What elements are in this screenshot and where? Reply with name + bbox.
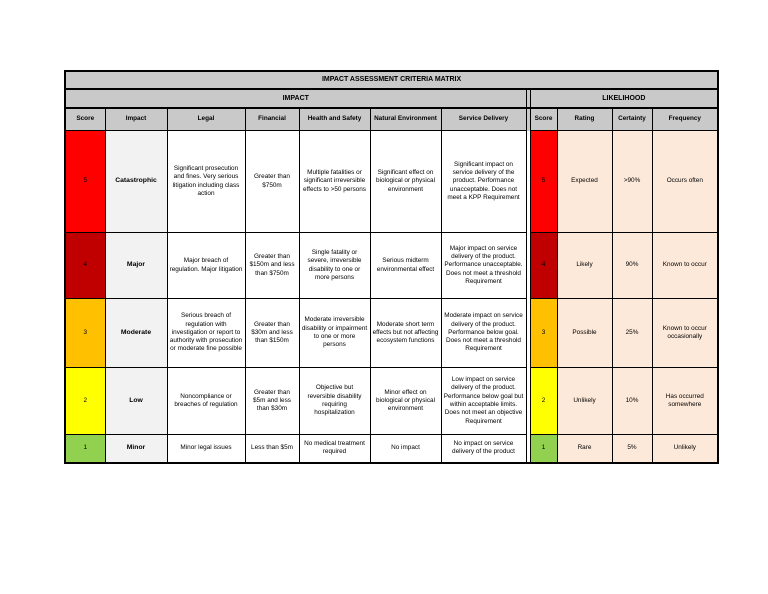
- service-delivery-cell: Significant impact on service delivery of the product. Performance unacceptable. Does not meet a KPP Requirement: [441, 131, 526, 233]
- impact-score-cell: 5: [65, 131, 105, 233]
- impact-level-cell: Catastrophic: [105, 131, 167, 233]
- header-natural-environment: Natural Environment: [370, 108, 441, 131]
- health-safety-cell: Moderate irreversible disability or impairment to one or more persons: [299, 299, 370, 368]
- column-header-row: [65, 108, 718, 131]
- health-safety-cell: Objective but reversible disability requiring hospitalization: [299, 368, 370, 435]
- impact-level-cell: Major: [105, 233, 167, 299]
- natural-environment-cell: Minor effect on biological or physical environment: [370, 368, 441, 435]
- likelihood-score-cell: 1: [530, 435, 557, 463]
- impact-score-cell: 4: [65, 233, 105, 299]
- service-delivery-cell: Low impact on service delivery of the product. Performance below goal but within acceptable limits. Does not meet an objective Requirement: [441, 368, 526, 435]
- legal-cell: Significant prosecution and fines. Very serious litigation including class action: [167, 131, 245, 233]
- natural-environment-cell: Significant effect on biological or physical environment: [370, 131, 441, 233]
- service-delivery-cell: Major impact on service delivery of the product. Performance unacceptable. Does not meet a threshold Requirement: [441, 233, 526, 299]
- rating-cell: Unlikely: [557, 368, 612, 435]
- certainty-cell: 25%: [612, 299, 652, 368]
- legal-cell: Noncompliance or breaches of regulation: [167, 368, 245, 435]
- header-health-safety: Health and Safety: [299, 108, 370, 131]
- service-delivery-cell: No impact on service delivery of the product: [441, 435, 526, 463]
- natural-environment-cell: Moderate short term effects but not affecting ecosystem functions: [370, 299, 441, 368]
- legal-cell: Minor legal issues: [167, 435, 245, 463]
- frequency-cell: Known to occur: [652, 233, 718, 299]
- matrix-title: IMPACT ASSESSMENT CRITERIA MATRIX: [65, 71, 718, 89]
- impact-score-cell: 2: [65, 368, 105, 435]
- financial-cell: Greater than $30m and less than $150m: [245, 299, 299, 368]
- certainty-cell: 90%: [612, 233, 652, 299]
- header-financial: Financial: [245, 108, 299, 131]
- likelihood-score-cell: 2: [530, 368, 557, 435]
- rating-cell: Expected: [557, 131, 612, 233]
- health-safety-cell: Multiple fatalities or significant irreversible effects to >50 persons: [299, 131, 370, 233]
- financial-cell: Greater than $5m and less than $30m: [245, 368, 299, 435]
- header-certainty: Certainty: [612, 108, 652, 131]
- table-row: [65, 435, 718, 463]
- likelihood-group-header: LIKELIHOOD: [530, 89, 718, 108]
- impact-group-header: IMPACT: [65, 89, 526, 108]
- header-rating: Rating: [557, 108, 612, 131]
- table-row: [65, 131, 718, 233]
- impact-level-cell: Low: [105, 368, 167, 435]
- frequency-cell: Has occurred somewhere: [652, 368, 718, 435]
- impact-level-cell: Moderate: [105, 299, 167, 368]
- frequency-cell: Unlikely: [652, 435, 718, 463]
- likelihood-score-cell: 4: [530, 233, 557, 299]
- health-safety-cell: No medical treatment required: [299, 435, 370, 463]
- frequency-cell: Occurs often: [652, 131, 718, 233]
- natural-environment-cell: Serious midterm environmental effect: [370, 233, 441, 299]
- matrix-title-row: [65, 71, 718, 89]
- impact-score-cell: 3: [65, 299, 105, 368]
- health-safety-cell: Single fatality or severe, irreversible disability to one or more persons: [299, 233, 370, 299]
- impact-assessment-matrix: [64, 70, 719, 464]
- group-header-row: [65, 89, 718, 108]
- header-likelihood-score: Score: [530, 108, 557, 131]
- natural-environment-cell: No impact: [370, 435, 441, 463]
- service-delivery-cell: Moderate impact on service delivery of the product. Performance below goal. Does not meet a threshold Requirement: [441, 299, 526, 368]
- certainty-cell: 10%: [612, 368, 652, 435]
- header-service-delivery: Service Delivery: [441, 108, 526, 131]
- table-row: [65, 233, 718, 299]
- table-row: [65, 368, 718, 435]
- frequency-cell: Known to occur occasionally: [652, 299, 718, 368]
- legal-cell: Serious breach of regulation with investigation or report to authority with prosecution or moderate fine possible: [167, 299, 245, 368]
- likelihood-score-cell: 5: [530, 131, 557, 233]
- rating-cell: Likely: [557, 233, 612, 299]
- table-row: [65, 299, 718, 368]
- likelihood-score-cell: 3: [530, 299, 557, 368]
- header-frequency: Frequency: [652, 108, 718, 131]
- financial-cell: Greater than $150m and less than $750m: [245, 233, 299, 299]
- impact-level-cell: Minor: [105, 435, 167, 463]
- rating-cell: Possible: [557, 299, 612, 368]
- header-impact: Impact: [105, 108, 167, 131]
- header-score: Score: [65, 108, 105, 131]
- header-legal: Legal: [167, 108, 245, 131]
- certainty-cell: 5%: [612, 435, 652, 463]
- rating-cell: Rare: [557, 435, 612, 463]
- certainty-cell: >90%: [612, 131, 652, 233]
- impact-score-cell: 1: [65, 435, 105, 463]
- financial-cell: Greater than $750m: [245, 131, 299, 233]
- financial-cell: Less than $5m: [245, 435, 299, 463]
- legal-cell: Major breach of regulation. Major litigation: [167, 233, 245, 299]
